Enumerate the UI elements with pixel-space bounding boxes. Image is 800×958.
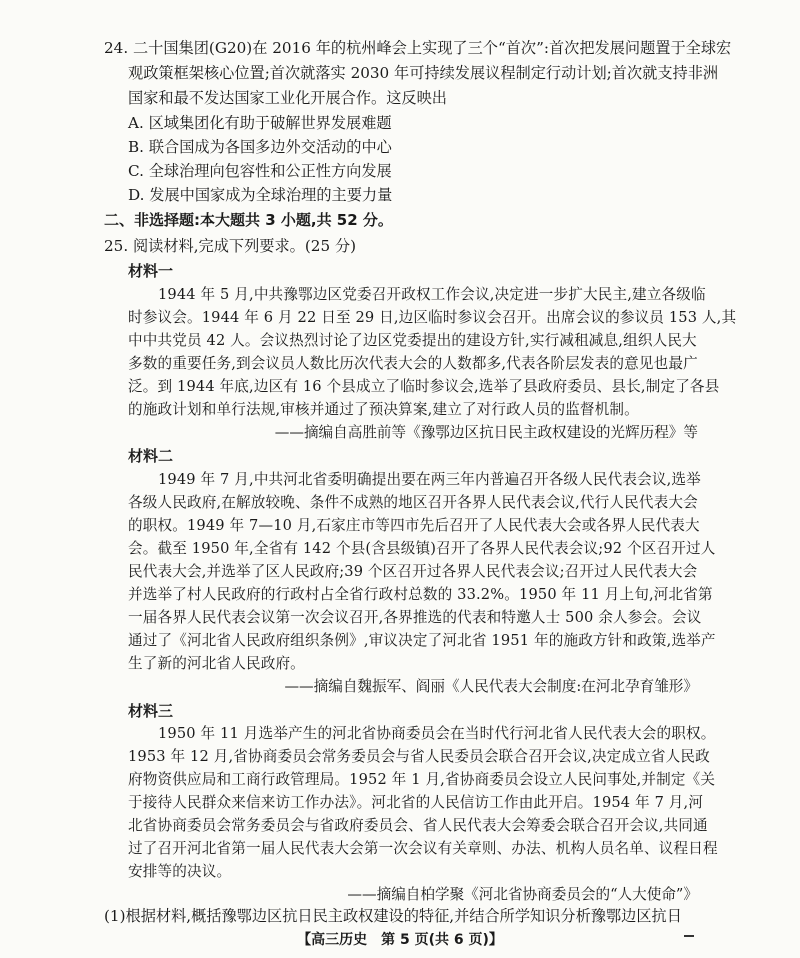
material-2-line: 并选举了村人民政府的行政村占全省行政村总数的 33.2%。1950 年 11 月上旬,河北省第 <box>128 586 713 603</box>
q24-stem-line-2: 观政策框架核心位置;首次就落实 2030 年可持续发展议程制定行动计划;首次就支持非洲 <box>128 64 719 82</box>
q24-stem-line-3: 国家和最不发达国家工业化开展合作。这反映出 <box>128 89 447 107</box>
material-1-line: 多数的重要任务,到会议员人数比历次代表大会的人数都多,代表各阶层发表的意见也最广 <box>128 355 698 372</box>
material-3-source: ——摘编自柏学聚《河北省协商委员会的“人大使命”》 <box>347 886 698 903</box>
material-2-line: 民代表大会,并选举了区人民政府;39 个区召开过各界人民代表会议;召开过人民代表大会 <box>128 563 698 580</box>
q24-option-d: D. 发展中国家成为全球治理的主要力量 <box>128 186 393 204</box>
material-1-line: 1944 年 5 月,中共豫鄂边区党委召开政权工作会议,决定进一步扩大民主,建立各级临 <box>158 286 706 303</box>
section-heading: 二、非选择题:本大题共 3 小题,共 52 分。 <box>104 211 393 229</box>
q25-subquestion-1: (1)根据材料,概括豫鄂边区抗日民主政权建设的特征,并结合所学知识分析豫鄂边区抗日 <box>104 907 682 925</box>
material-2-line: 会。截至 1950 年,全省有 142 个县(含县级镇)召开了各界人民代表会议;92 个区召开过人 <box>128 540 716 557</box>
material-3-line: 1950 年 11 月选举产生的河北省协商委员会在当时代行河北省人民代表大会的职权。 <box>158 725 716 742</box>
material-1-line: 的施政计划和单行法规,审核并通过了预决算案,建立了对行政人员的监督机制。 <box>128 401 639 418</box>
material-1-source: ——摘编自高胜前等《豫鄂边区抗日民主政权建设的光辉历程》等 <box>274 424 698 441</box>
material-2-line: 生了新的河北省人民政府。 <box>128 655 305 672</box>
material-1-line: 时参议会。1944 年 6 月 22 日至 29 日,边区临时参议会召开。出席会议的参议员 153 人,其 <box>128 309 737 326</box>
material-2-title: 材料二 <box>128 447 174 465</box>
material-3-title: 材料三 <box>128 702 174 720</box>
q24-option-b: B. 联合国成为各国多边外交活动的中心 <box>128 138 392 156</box>
page-footer: 【高三历史 第 5 页(共 6 页)】 <box>297 932 503 948</box>
material-2-line: 一届各界人民代表会议第一次会议召开,各界推选的代表和特邀人士 500 余人参会。会议 <box>128 609 702 626</box>
material-1-line: 泛。到 1944 年底,边区有 16 个县成立了临时参议会,选举了县政府委员、县长,制定了各县 <box>128 378 720 395</box>
material-3-line: 过了召开河北省第一届人民代表大会第一次会议有关章则、办法、机构人员名单、议程日程 <box>128 840 718 857</box>
page-mark <box>684 935 694 937</box>
material-3-line: 北省协商委员会常务委员会与省政府委员会、省人民代表大会筹委会联合召开会议,共同通 <box>128 817 708 834</box>
material-2-line: 各级人民政府,在解放较晚、条件不成熟的地区召开各界人民代表会议,代行人民代表大会 <box>128 494 698 511</box>
q24-stem-line-1: 24. 二十国集团(G20)在 2016 年的杭州峰会上实现了三个“首次”:首次把发展问题置于全球宏 <box>104 39 732 57</box>
material-1-title: 材料一 <box>128 262 174 280</box>
material-2-line: 1949 年 7 月,中共河北省委明确提出要在两三年内普遍召开各级人民代表会议,选举 <box>158 471 701 488</box>
material-3-line: 府物资供应局和工商行政管理局。1952 年 1 月,省协商委员会设立人民问事处,并制定《关 <box>128 771 716 788</box>
q25-intro: 25. 阅读材料,完成下列要求。(25 分) <box>104 237 357 255</box>
material-2-source: ——摘编自魏振军、阎丽《人民代表大会制度:在河北孕育雏形》 <box>284 678 698 695</box>
material-3-line: 于接待人民群众来信来访工作办法》。河北省的人民信访工作由此开启。1954 年 7 月,河 <box>128 794 704 811</box>
q24-option-a: A. 区域集团化有助于破解世界发展难题 <box>128 114 392 132</box>
material-2-line: 通过了《河北省人民政府组织条例》,审议决定了河北省 1951 年的施政方针和政策,选举产 <box>128 632 716 649</box>
material-3-line: 安排等的决议。 <box>128 863 232 880</box>
material-2-line: 的职权。1949 年 7—10 月,石家庄市等四市先后召开了人民代表大会或各界人民代表大 <box>128 517 700 534</box>
q24-option-c: C. 全球治理向包容性和公正性方向发展 <box>128 162 392 180</box>
material-1-line: 中中共党员 42 人。会议热烈讨论了边区党委提出的建设方针,实行减租减息,组织人民大 <box>128 332 697 349</box>
material-3-line: 1953 年 12 月,省协商委员会常务委员会与省人民委员会联合召开会议,决定成立省人民政 <box>128 748 710 765</box>
